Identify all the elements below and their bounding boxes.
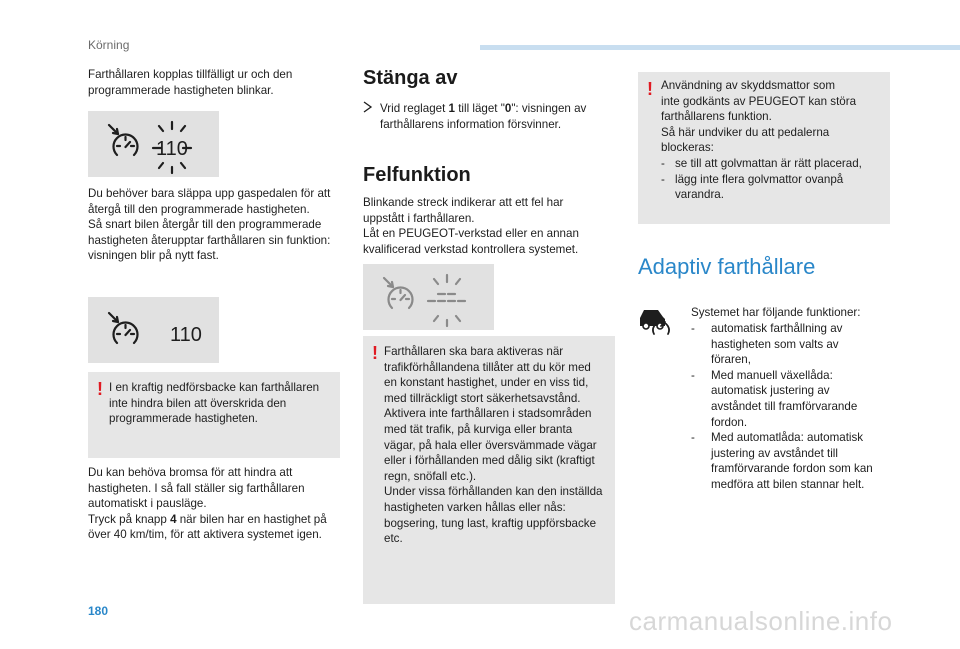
page-number: 180 (88, 604, 109, 618)
adaptive-features-list (691, 321, 901, 493)
key-4-label: 4 (170, 512, 177, 526)
paragraph-braking: Du kan behöva bromsa för att hindra att hastigheten. I så fall ställer sig farthållaren automatiskt i pausläge. Tryck på knapp 4 när bilen har en hastighet på över 40 km/tim, för att aktivera systemet igen. (88, 466, 327, 542)
adaptive-cruise-icon (638, 306, 672, 336)
step-turn-knob (363, 101, 615, 132)
list-item: - se till att golvmattan är rätt placerad, (661, 157, 862, 170)
list-item: - automatisk farthållning av hastigheten som valts av föraren, (691, 322, 843, 367)
paragraph-pause: Farthållaren kopplas tillfälligt ur och den programmerade hastigheten blinkar. (88, 68, 293, 97)
warning-box-conditions (363, 336, 615, 604)
watermark-text: carmanualsonline.info (629, 606, 893, 636)
warning-list (661, 156, 889, 203)
cruise-control-blinking-icon (88, 111, 219, 177)
list-item: - Med automatlåda: automatisk justering av avståndet till framförvarande fordon som kan medföra att bilen stannar helt. (691, 431, 873, 491)
warning-icon: ! (647, 79, 653, 99)
header-accent-bar (480, 45, 960, 50)
cruise-control-fault-icon (363, 264, 494, 330)
cruise-fault-indicator (363, 264, 494, 330)
section-title: Körning (88, 38, 130, 52)
warning-icon: ! (372, 343, 378, 363)
step-marker-icon (363, 101, 373, 118)
list-item: - lägg inte flera golvmattor ovanpå varandra. (661, 172, 844, 202)
list-item: - Med manuell växellåda: automatisk justering av avståndet till framförvarande fordon. (691, 368, 858, 429)
paragraph-adaptive-intro: Systemet har följande funktioner: (691, 306, 861, 319)
cruise-fixed-indicator (88, 297, 219, 363)
paragraph-fault: Blinkande streck indikerar att ett fel har uppstått i farthållaren. Låt en PEUGEOT-verkstad eller en annan kvalificerad verkstad kontrollera systemet. (363, 196, 579, 256)
warning-icon: ! (97, 379, 103, 399)
cruise-control-icon (88, 297, 219, 363)
heading-felfunktion: Felfunktion (363, 164, 471, 186)
speed-value: 110 (156, 138, 188, 160)
warning-text: Farthållaren ska bara aktiveras när trafikförhållandena tillåter att du kör med en konstant hastighet, under en viss tid, med tillräckligt stort säkerhetsavstånd. Aktivera inte farthållaren i stadsområden med tät trafik, på kurviga eller branta vägar, på hala eller översvämmade vägar eller i förhållanden med dålig sikt (kraftigt regn, snöfall etc.). Under vissa förhållanden kan den inställda hastigheten varken hållas eller nås: bogsering, tung last, kraftig uppförsbacke etc. (384, 345, 603, 546)
speed-value: 110 (170, 324, 202, 346)
warning-box-downhill (88, 372, 340, 458)
warning-intro: Användning av skyddsmattor som inte godkänts av PEUGEOT kan störa farthållarens funktion. Så här undviker du att pedalerna blockeras: (661, 79, 857, 155)
step-text: Vrid reglaget 1 till läget "0": visningen av farthållarens information försvinner. (380, 102, 587, 131)
cruise-blinking-indicator (88, 111, 219, 177)
heading-stang-av: Stänga av (363, 67, 458, 89)
paragraph-resume: Du behöver bara släppa upp gaspedalen för att återgå till den programmerade hastigheten. Så snart bilen återgår till den programmerade hastigheten återupptar farthållaren sin funktion: visningen blir på nytt fast. (88, 187, 331, 263)
warning-box-floor-mats (638, 72, 890, 224)
warning-text: I en kraftig nedförsbacke kan farthållaren inte hindra bilen att överskrida den programmerade hastigheten. (109, 381, 320, 426)
heading-adaptive-cruise: Adaptiv farthållare (638, 254, 816, 279)
